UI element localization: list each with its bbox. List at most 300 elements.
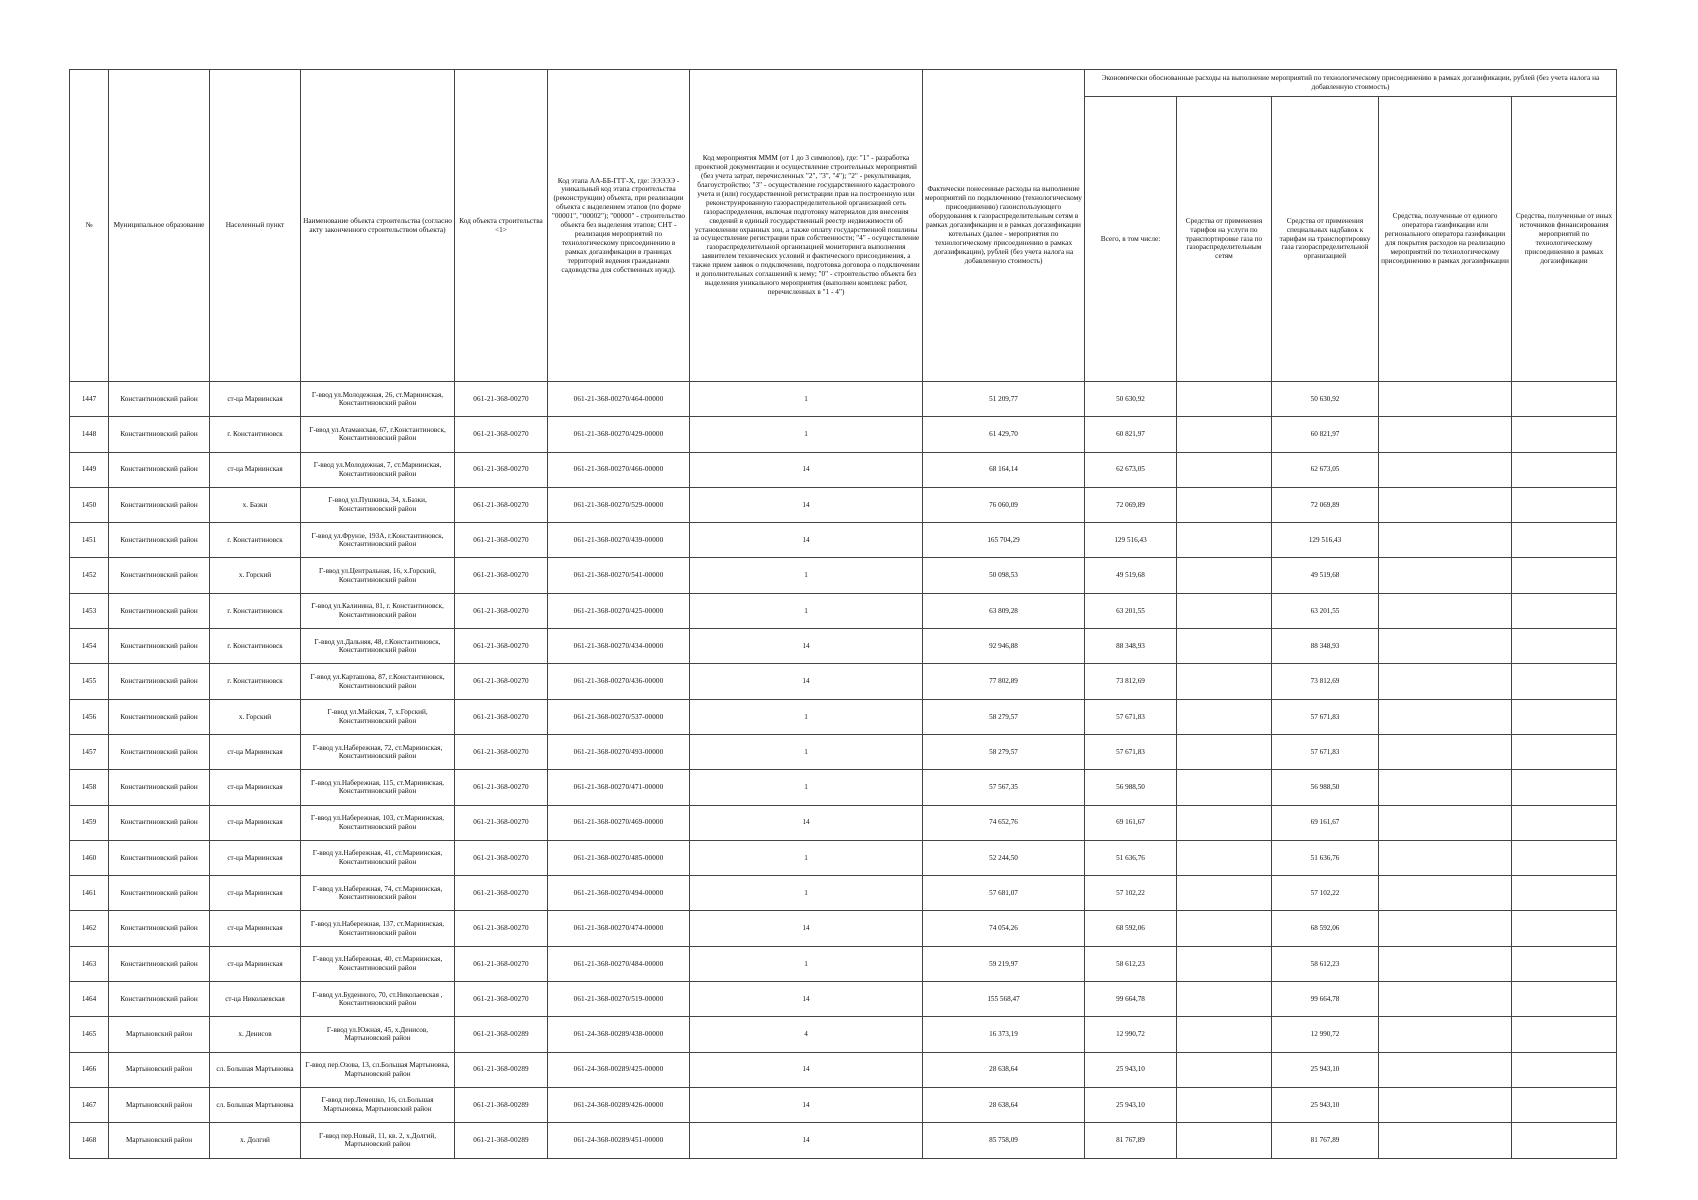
cell-settlement: г. Константиновск (210, 523, 301, 558)
cell-operator-funds (1379, 593, 1512, 628)
cell-total: 99 664,78 (1085, 982, 1177, 1017)
cell-activity-code: 1 (690, 699, 923, 734)
cell-settlement: х. Горский (210, 699, 301, 734)
col-activity-code-header: Код мероприятия МММ (от 1 до 3 символов), где: "1" - разработка проектной документации и осуществление строительных мероприятий (без учета затрат, перечисленных "2", "3", "4"); "2" - рекультивация, благоустройство; "3" - осуществление государственного кадастрового учета и (или) государственной регистрации прав на построенную или реконструированную газораспределительной организацией сеть газораспределения, включая подготовку материалов для внесения сведений в единый государственный реестр недвижимости об установлении охранных зон, а также оплату государственной пошлины за осуществление регистрации прав собственности; "4" - осуществление газораспределительной организацией мониторинга выполнения заявителем технических условий и фактического присоединения, а также прием заявок о подключении, подготовка договора о подключении и дополнительных соглашений к нему; "0" - строительство объекта без выделения уникального мероприятия (выполнен комплекс работ, перечисленных в "1 - 4") (690, 70, 923, 382)
table-row (70, 805, 1617, 840)
table-row (70, 911, 1617, 946)
table-row (70, 382, 1617, 417)
cell-municipality: Константиновский район (109, 982, 210, 1017)
cell-object-name: Г-ввод ул.Фрунзе, 193А, г.Константиновск, Константиновский район (301, 523, 455, 558)
cell-surcharge-funds: 12 990,72 (1272, 1017, 1379, 1052)
cell-object-code: 061-21-368-00289 (455, 1087, 548, 1122)
col-num-header: № (70, 70, 109, 382)
cell-object-code: 061-21-368-00270 (455, 629, 548, 664)
table-row (70, 452, 1617, 487)
cell-operator-funds (1379, 876, 1512, 911)
cell-object-code: 061-21-368-00270 (455, 382, 548, 417)
cell-total: 50 630,92 (1085, 382, 1177, 417)
cell-activity-code: 14 (690, 487, 923, 522)
cell-settlement: ст-ца Николаевская (210, 982, 301, 1017)
cell-actual-costs: 52 244,50 (923, 840, 1085, 875)
cell-tariff-funds (1177, 1017, 1272, 1052)
cell-actual-costs: 77 802,89 (923, 664, 1085, 699)
cell-num: 1457 (70, 734, 109, 769)
cell-surcharge-funds: 56 988,50 (1272, 770, 1379, 805)
cell-municipality: Мартыновский район (109, 1052, 210, 1087)
cell-activity-code: 1 (690, 417, 923, 452)
cell-surcharge-funds: 49 519,68 (1272, 558, 1379, 593)
cell-num: 1449 (70, 452, 109, 487)
cell-num: 1464 (70, 982, 109, 1017)
col-total-header: Всего, в том числе: (1085, 97, 1177, 382)
cell-activity-code: 1 (690, 593, 923, 628)
cell-settlement: ст-ца Мариинская (210, 770, 301, 805)
table-row (70, 487, 1617, 522)
cell-tariff-funds (1177, 664, 1272, 699)
cell-object-name: Г-ввод ул.Набережная, 72, ст.Мариинская, Константиновский район (301, 734, 455, 769)
cell-surcharge-funds: 60 821,97 (1272, 417, 1379, 452)
cell-other-funds (1512, 1052, 1617, 1087)
table-row (70, 770, 1617, 805)
cell-num: 1465 (70, 1017, 109, 1052)
table-row (70, 523, 1617, 558)
cell-total: 88 348,93 (1085, 629, 1177, 664)
cell-num: 1453 (70, 593, 109, 628)
table-row (70, 840, 1617, 875)
cell-stage-code: 061-21-368-00270/494-00000 (548, 876, 690, 911)
table-row (70, 1052, 1617, 1087)
cell-surcharge-funds: 57 671,83 (1272, 734, 1379, 769)
cell-stage-code: 061-21-368-00270/436-00000 (548, 664, 690, 699)
cell-surcharge-funds: 72 069,89 (1272, 487, 1379, 522)
cell-municipality: Константиновский район (109, 664, 210, 699)
cell-stage-code: 061-21-368-00270/541-00000 (548, 558, 690, 593)
cell-municipality: Константиновский район (109, 593, 210, 628)
cell-settlement: ст-ца Мариинская (210, 734, 301, 769)
col-actual-costs-header: Фактически понесенные расходы на выполнение мероприятий по подключению (технологическому присоединению) газоиспользующего оборудования к газораспределительным сетям в рамках догазификации и в рамках догазификации котельных (далее - мероприятия по технологическому присоединению в рамках догазификации), рублей (без учета налога на добавленную стоимость) (923, 70, 1085, 382)
cell-operator-funds (1379, 382, 1512, 417)
cell-activity-code: 1 (690, 946, 923, 981)
cell-actual-costs: 58 279,57 (923, 699, 1085, 734)
cell-object-name: Г-ввод ул.Атаманская, 67, г.Константиновск, Константиновский район (301, 417, 455, 452)
cell-settlement: ст-ца Мариинская (210, 452, 301, 487)
cell-tariff-funds (1177, 593, 1272, 628)
cell-actual-costs: 85 758,09 (923, 1123, 1085, 1158)
cell-activity-code: 14 (690, 982, 923, 1017)
cell-municipality: Константиновский район (109, 558, 210, 593)
cell-activity-code: 14 (690, 629, 923, 664)
cell-object-name: Г-ввод пер.Лемешко, 16, сл.Большая Мартыновка, Мартыновский район (301, 1087, 455, 1122)
cell-activity-code: 1 (690, 558, 923, 593)
cell-other-funds (1512, 876, 1617, 911)
cell-actual-costs: 155 568,47 (923, 982, 1085, 1017)
cell-object-code: 061-21-368-00270 (455, 699, 548, 734)
cell-object-name: Г-ввод ул.Набережная, 74, ст.Мариинская, Константиновский район (301, 876, 455, 911)
cell-num: 1468 (70, 1123, 109, 1158)
cell-total: 68 592,06 (1085, 911, 1177, 946)
cell-num: 1462 (70, 911, 109, 946)
cell-object-name: Г-ввод ул.Набережная, 115, ст.Мариинская, Константиновский район (301, 770, 455, 805)
cell-municipality: Константиновский район (109, 734, 210, 769)
cell-activity-code: 1 (690, 840, 923, 875)
cell-object-code: 061-21-368-00270 (455, 558, 548, 593)
cell-object-name: Г-ввод ул.Набережная, 41, ст.Мариинская, Константиновский район (301, 840, 455, 875)
cell-operator-funds (1379, 805, 1512, 840)
cell-other-funds (1512, 664, 1617, 699)
cell-actual-costs: 28 638,64 (923, 1087, 1085, 1122)
col-object-name-header: Наименование объекта строительства (согласно акту законченного строительством объекта) (301, 70, 455, 382)
cell-other-funds (1512, 734, 1617, 769)
cell-actual-costs: 68 164,14 (923, 452, 1085, 487)
cell-total: 60 821,97 (1085, 417, 1177, 452)
cell-num: 1461 (70, 876, 109, 911)
cell-operator-funds (1379, 699, 1512, 734)
col-other-funds-header: Средства, полученные от иных источников финансирования мероприятий по технологическому присоединению в рамках догазификации (1512, 97, 1617, 382)
cell-total: 58 612,23 (1085, 946, 1177, 981)
cell-surcharge-funds: 73 812,69 (1272, 664, 1379, 699)
cell-num: 1448 (70, 417, 109, 452)
cell-activity-code: 14 (690, 664, 923, 699)
cell-tariff-funds (1177, 734, 1272, 769)
cell-total: 57 102,22 (1085, 876, 1177, 911)
cell-object-code: 061-21-368-00270 (455, 805, 548, 840)
cell-tariff-funds (1177, 911, 1272, 946)
cell-tariff-funds (1177, 1087, 1272, 1122)
cell-surcharge-funds: 88 348,93 (1272, 629, 1379, 664)
cell-total: 51 636,76 (1085, 840, 1177, 875)
cell-stage-code: 061-21-368-00270/471-00000 (548, 770, 690, 805)
cell-total: 62 673,05 (1085, 452, 1177, 487)
table-row (70, 664, 1617, 699)
cell-total: 81 767,89 (1085, 1123, 1177, 1158)
cell-operator-funds (1379, 523, 1512, 558)
cell-object-code: 061-21-368-00270 (455, 982, 548, 1017)
table-row (70, 734, 1617, 769)
cell-other-funds (1512, 593, 1617, 628)
cell-operator-funds (1379, 734, 1512, 769)
cell-operator-funds (1379, 1087, 1512, 1122)
cell-object-name: Г-ввод пер.Озова, 13, сл.Большая Мартыновка, Мартыновский район (301, 1052, 455, 1087)
cell-stage-code: 061-21-368-00270/425-00000 (548, 593, 690, 628)
cell-stage-code: 061-21-368-00270/529-00000 (548, 487, 690, 522)
cell-settlement: г. Константиновск (210, 417, 301, 452)
cell-settlement: х. Базки (210, 487, 301, 522)
cell-actual-costs: 59 219,97 (923, 946, 1085, 981)
col-operator-funds-header: Средства, полученные от единого оператора газификации или регионального оператора газификации для покрытия расходов на реализацию мероприятий по технологическому присоединению в рамках догазификации (1379, 97, 1512, 382)
cell-operator-funds (1379, 982, 1512, 1017)
col-stage-code-header: Код этапа АА-ББ-ГГГ-Х, где: ЭЭЭЭЭ - уникальный код этапа строительства (реконструкции) объекта, при реализации объекта с выделением этапов (по форме "00001", "00002"); "00000" - строительство объекта без выделения этапов; СНТ - реализация мероприятий по технологическому присоединению в рамках догазификации в границах территорий ведения гражданами садоводства для собственных нужд). (548, 70, 690, 382)
cell-other-funds (1512, 1123, 1617, 1158)
cell-tariff-funds (1177, 876, 1272, 911)
cell-activity-code: 14 (690, 805, 923, 840)
cell-total: 56 988,50 (1085, 770, 1177, 805)
cell-actual-costs: 58 279,57 (923, 734, 1085, 769)
cell-operator-funds (1379, 452, 1512, 487)
cell-surcharge-funds: 69 161,67 (1272, 805, 1379, 840)
cell-operator-funds (1379, 911, 1512, 946)
cell-num: 1460 (70, 840, 109, 875)
cell-stage-code: 061-21-368-00270/537-00000 (548, 699, 690, 734)
cell-object-code: 061-21-368-00270 (455, 946, 548, 981)
cell-stage-code: 061-24-368-00289/438-00000 (548, 1017, 690, 1052)
cell-other-funds (1512, 558, 1617, 593)
cell-object-name: Г-ввод пер.Новый, 11, кв. 2, х.Долгий, Мартыновский район (301, 1123, 455, 1158)
cell-num: 1451 (70, 523, 109, 558)
cell-other-funds (1512, 452, 1617, 487)
cell-tariff-funds (1177, 452, 1272, 487)
cell-stage-code: 061-24-368-00289/426-00000 (548, 1087, 690, 1122)
cell-num: 1450 (70, 487, 109, 522)
cell-operator-funds (1379, 487, 1512, 522)
cell-municipality: Константиновский район (109, 805, 210, 840)
cell-settlement: сл. Большая Мартыновка (210, 1052, 301, 1087)
cell-municipality: Константиновский район (109, 382, 210, 417)
cell-stage-code: 061-24-368-00289/451-00000 (548, 1123, 690, 1158)
cell-settlement: сл. Большая Мартыновка (210, 1087, 301, 1122)
cell-object-code: 061-21-368-00270 (455, 417, 548, 452)
table-row (70, 1017, 1617, 1052)
cell-actual-costs: 57 681,07 (923, 876, 1085, 911)
cell-stage-code: 061-21-368-00270/485-00000 (548, 840, 690, 875)
cell-object-code: 061-21-368-00289 (455, 1052, 548, 1087)
cell-total: 72 069,89 (1085, 487, 1177, 522)
cell-settlement: ст-ца Мариинская (210, 946, 301, 981)
cell-municipality: Константиновский район (109, 876, 210, 911)
cell-total: 129 516,43 (1085, 523, 1177, 558)
cell-surcharge-funds: 57 102,22 (1272, 876, 1379, 911)
cell-activity-code: 4 (690, 1017, 923, 1052)
table-header (70, 70, 1617, 382)
cell-tariff-funds (1177, 699, 1272, 734)
cell-tariff-funds (1177, 982, 1272, 1017)
cell-operator-funds (1379, 1017, 1512, 1052)
cell-object-name: Г-ввод ул.Калинина, 81, г. Константиновск, Константиновский район (301, 593, 455, 628)
cell-object-code: 061-21-368-00289 (455, 1123, 548, 1158)
cell-operator-funds (1379, 840, 1512, 875)
cell-municipality: Константиновский район (109, 629, 210, 664)
table-row (70, 699, 1617, 734)
cell-other-funds (1512, 982, 1617, 1017)
cell-total: 57 671,83 (1085, 699, 1177, 734)
cell-operator-funds (1379, 770, 1512, 805)
cell-surcharge-funds: 68 592,06 (1272, 911, 1379, 946)
cell-other-funds (1512, 1087, 1617, 1122)
cell-tariff-funds (1177, 417, 1272, 452)
table-row (70, 946, 1617, 981)
cell-municipality: Мартыновский район (109, 1123, 210, 1158)
cell-other-funds (1512, 699, 1617, 734)
cell-actual-costs: 74 652,76 (923, 805, 1085, 840)
cell-other-funds (1512, 1017, 1617, 1052)
cell-actual-costs: 92 946,88 (923, 629, 1085, 664)
cell-object-code: 061-21-368-00270 (455, 487, 548, 522)
cell-num: 1463 (70, 946, 109, 981)
cell-tariff-funds (1177, 523, 1272, 558)
cell-object-name: Г-ввод ул.Центральная, 16, х.Горский, Константиновский район (301, 558, 455, 593)
col-municipality-header: Муниципальное образование (109, 70, 210, 382)
cell-actual-costs: 165 704,29 (923, 523, 1085, 558)
cell-municipality: Константиновский район (109, 417, 210, 452)
cell-operator-funds (1379, 1052, 1512, 1087)
cell-tariff-funds (1177, 770, 1272, 805)
cell-actual-costs: 57 567,35 (923, 770, 1085, 805)
table-row (70, 1123, 1617, 1158)
cell-settlement: х. Долгий (210, 1123, 301, 1158)
cell-stage-code: 061-21-368-00270/439-00000 (548, 523, 690, 558)
cell-activity-code: 14 (690, 523, 923, 558)
cell-activity-code: 14 (690, 1087, 923, 1122)
cell-municipality: Мартыновский район (109, 1017, 210, 1052)
cell-stage-code: 061-21-368-00270/519-00000 (548, 982, 690, 1017)
cell-surcharge-funds: 50 630,92 (1272, 382, 1379, 417)
cell-other-funds (1512, 911, 1617, 946)
cell-num: 1452 (70, 558, 109, 593)
cell-other-funds (1512, 770, 1617, 805)
col-tariff-funds-header: Средства от применения тарифов на услуги по транспортировке газа по газораспределительным сетям (1177, 97, 1272, 382)
cell-activity-code: 1 (690, 770, 923, 805)
cell-tariff-funds (1177, 840, 1272, 875)
cell-surcharge-funds: 81 767,89 (1272, 1123, 1379, 1158)
cell-object-name: Г-ввод ул.Молодежная, 7, ст.Мариинская, Константиновский район (301, 452, 455, 487)
cell-surcharge-funds: 58 612,23 (1272, 946, 1379, 981)
cell-stage-code: 061-21-368-00270/484-00000 (548, 946, 690, 981)
cell-object-code: 061-21-368-00270 (455, 593, 548, 628)
cell-other-funds (1512, 523, 1617, 558)
cell-object-name: Г-ввод ул.Дальняя, 48, г.Константиновск, Константиновский район (301, 629, 455, 664)
table-row (70, 1087, 1617, 1122)
cell-total: 57 671,83 (1085, 734, 1177, 769)
cell-settlement: ст-ца Мариинская (210, 805, 301, 840)
cell-stage-code: 061-21-368-00270/464-00000 (548, 382, 690, 417)
cell-tariff-funds (1177, 487, 1272, 522)
cell-operator-funds (1379, 629, 1512, 664)
table-row (70, 558, 1617, 593)
cell-municipality: Константиновский район (109, 840, 210, 875)
cell-total: 73 812,69 (1085, 664, 1177, 699)
cell-surcharge-funds: 129 516,43 (1272, 523, 1379, 558)
cell-tariff-funds (1177, 946, 1272, 981)
cell-actual-costs: 63 809,28 (923, 593, 1085, 628)
cell-activity-code: 14 (690, 1123, 923, 1158)
table-row (70, 593, 1617, 628)
table-row (70, 876, 1617, 911)
cell-object-name: Г-ввод ул.Карташова, 87, г.Константиновск, Константиновский район (301, 664, 455, 699)
cell-actual-costs: 28 638,64 (923, 1052, 1085, 1087)
cell-settlement: ст-ца Мариинская (210, 382, 301, 417)
cell-activity-code: 1 (690, 734, 923, 769)
cell-total: 49 519,68 (1085, 558, 1177, 593)
cell-surcharge-funds: 25 943,10 (1272, 1087, 1379, 1122)
cell-other-funds (1512, 840, 1617, 875)
cell-num: 1447 (70, 382, 109, 417)
cell-stage-code: 061-21-368-00270/429-00000 (548, 417, 690, 452)
cell-surcharge-funds: 62 673,05 (1272, 452, 1379, 487)
cell-stage-code: 061-24-368-00289/425-00000 (548, 1052, 690, 1087)
cell-total: 25 943,10 (1085, 1087, 1177, 1122)
cell-surcharge-funds: 99 664,78 (1272, 982, 1379, 1017)
table-row (70, 629, 1617, 664)
cell-activity-code: 14 (690, 911, 923, 946)
cell-object-name: Г-ввод ул.Майская, 7, х.Горский, Константиновский район (301, 699, 455, 734)
cell-object-name: Г-ввод ул.Пушкина, 34, х.Базки, Константиновский район (301, 487, 455, 522)
table-row (70, 417, 1617, 452)
cell-tariff-funds (1177, 629, 1272, 664)
cell-object-name: Г-ввод ул.Набережная, 40, ст.Мариинская, Константиновский район (301, 946, 455, 981)
cell-object-code: 061-21-368-00270 (455, 523, 548, 558)
cell-activity-code: 14 (690, 452, 923, 487)
cell-tariff-funds (1177, 1052, 1272, 1087)
cell-object-name: Г-ввод ул.Молодежная, 26, ст.Мариинская, Константиновский район (301, 382, 455, 417)
cell-municipality: Константиновский район (109, 770, 210, 805)
cell-settlement: х. Денисов (210, 1017, 301, 1052)
col-surcharge-funds-header: Средства от применения специальных надбавок к тарифам на транспортировку газа газораспределительной организацией (1272, 97, 1379, 382)
cell-num: 1459 (70, 805, 109, 840)
cell-surcharge-funds: 63 201,55 (1272, 593, 1379, 628)
cell-object-name: Г-ввод ул.Южная, 45, х.Денисов, Мартыновский район (301, 1017, 455, 1052)
cell-tariff-funds (1177, 805, 1272, 840)
cell-object-code: 061-21-368-00270 (455, 452, 548, 487)
cell-num: 1458 (70, 770, 109, 805)
cell-settlement: г. Константиновск (210, 593, 301, 628)
cell-municipality: Константиновский район (109, 487, 210, 522)
cell-stage-code: 061-21-368-00270/469-00000 (548, 805, 690, 840)
col-settlement-header: Населенный пункт (210, 70, 301, 382)
cell-object-code: 061-21-368-00270 (455, 770, 548, 805)
cell-object-name: Г-ввод ул.Набережная, 103, ст.Мариинская, Константиновский район (301, 805, 455, 840)
cell-other-funds (1512, 946, 1617, 981)
cell-actual-costs: 61 429,70 (923, 417, 1085, 452)
cell-total: 63 201,55 (1085, 593, 1177, 628)
cell-object-code: 061-21-368-00289 (455, 1017, 548, 1052)
cell-total: 25 943,10 (1085, 1052, 1177, 1087)
cell-tariff-funds (1177, 1123, 1272, 1158)
cell-actual-costs: 50 098,53 (923, 558, 1085, 593)
cell-stage-code: 061-21-368-00270/493-00000 (548, 734, 690, 769)
cell-settlement: ст-ца Мариинская (210, 911, 301, 946)
cell-num: 1467 (70, 1087, 109, 1122)
cell-tariff-funds (1177, 558, 1272, 593)
cell-other-funds (1512, 417, 1617, 452)
cell-actual-costs: 16 373,19 (923, 1017, 1085, 1052)
col-object-code-header: Код объекта строительства <1> (455, 70, 548, 382)
cell-other-funds (1512, 805, 1617, 840)
cell-municipality: Константиновский район (109, 911, 210, 946)
cell-municipality: Константиновский район (109, 699, 210, 734)
cell-other-funds (1512, 487, 1617, 522)
cell-total: 69 161,67 (1085, 805, 1177, 840)
cell-object-code: 061-21-368-00270 (455, 734, 548, 769)
cell-total: 12 990,72 (1085, 1017, 1177, 1052)
cell-settlement: х. Горский (210, 558, 301, 593)
cell-num: 1466 (70, 1052, 109, 1087)
cell-municipality: Мартыновский район (109, 1087, 210, 1122)
cell-surcharge-funds: 25 943,10 (1272, 1052, 1379, 1087)
cell-actual-costs: 74 054,26 (923, 911, 1085, 946)
cell-num: 1455 (70, 664, 109, 699)
table-body (70, 382, 1617, 1159)
cell-stage-code: 061-21-368-00270/474-00000 (548, 911, 690, 946)
cell-municipality: Константиновский район (109, 946, 210, 981)
cell-num: 1456 (70, 699, 109, 734)
cell-surcharge-funds: 57 671,83 (1272, 699, 1379, 734)
cell-activity-code: 14 (690, 1052, 923, 1087)
cell-operator-funds (1379, 417, 1512, 452)
cell-operator-funds (1379, 558, 1512, 593)
cell-num: 1454 (70, 629, 109, 664)
cell-operator-funds (1379, 1123, 1512, 1158)
cell-object-name: Г-ввод ул.Буденного, 70, ст.Николаевская , Константиновский район (301, 982, 455, 1017)
cell-municipality: Константиновский район (109, 523, 210, 558)
